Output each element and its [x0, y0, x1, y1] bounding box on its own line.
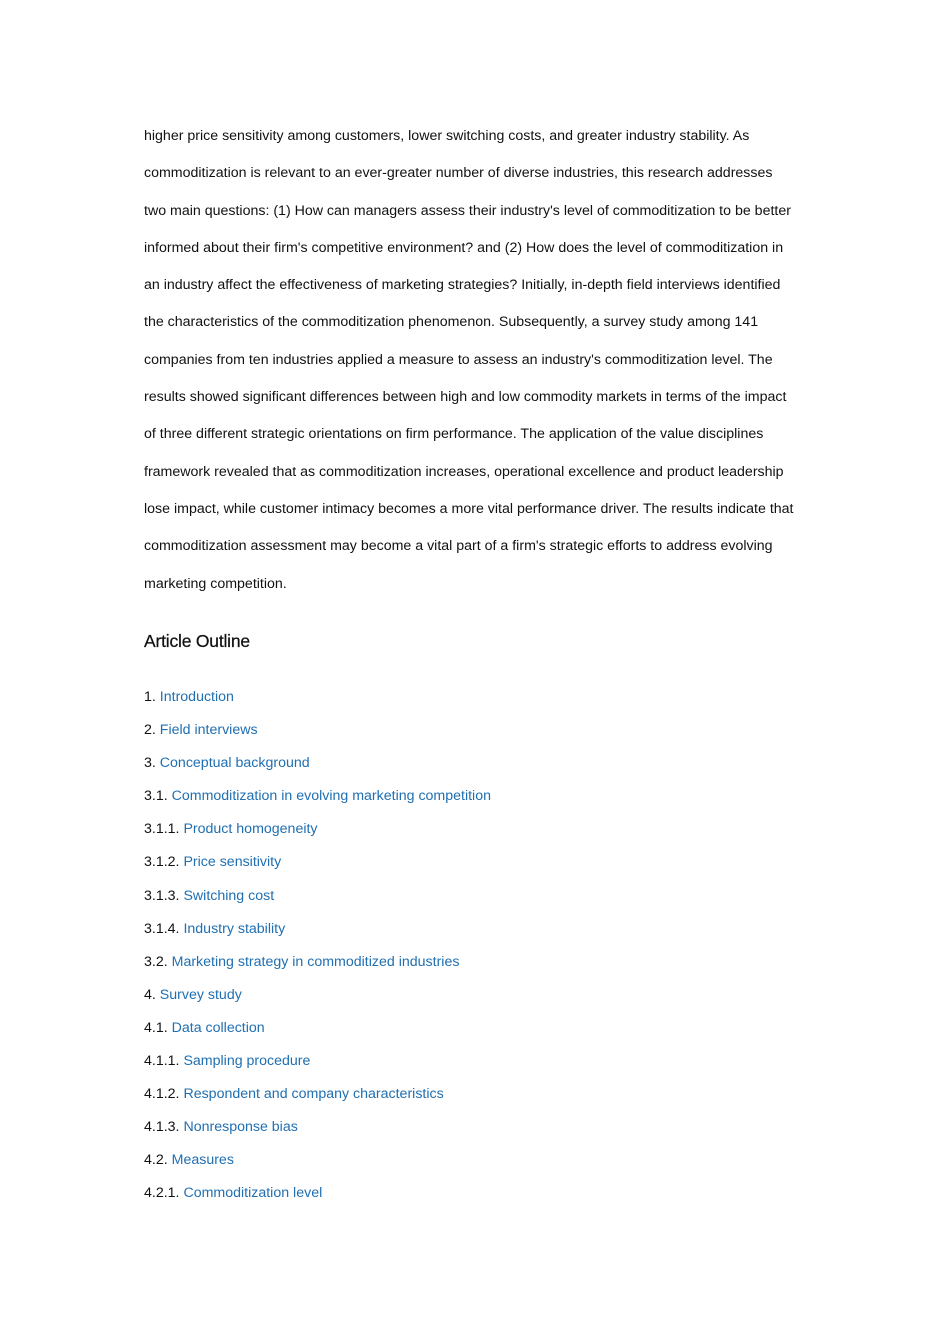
- outline-link-measures[interactable]: Measures: [171, 1152, 234, 1169]
- abstract-line: informed about their firm's competitive environment? and (2) How does the level of commoditization in: [144, 239, 784, 256]
- outline-link-conceptual-background[interactable]: Conceptual background: [159, 755, 310, 772]
- outline-link-data-collection[interactable]: Data collection: [171, 1019, 265, 1036]
- outline-item-number: 3.2.: [144, 953, 168, 970]
- outline-item-number: 4.: [144, 986, 156, 1003]
- outline-item-number: 4.2.: [144, 1152, 168, 1169]
- outline-link-field-interviews[interactable]: Field interviews: [159, 722, 258, 739]
- abstract-text: [144, 118, 814, 603]
- outline-link-marketing-strategy-in-commoditized-industries[interactable]: Marketing strategy in commoditized industries: [171, 953, 460, 970]
- outline-item: [144, 946, 491, 979]
- abstract-line: commoditization is relevant to an ever-greater number of diverse industries, this research addresses: [144, 165, 773, 182]
- outline-item-number: 3.1.3.: [144, 887, 180, 904]
- outline-link-introduction[interactable]: Introduction: [159, 689, 234, 705]
- abstract-line: the characteristics of the commoditization phenomenon. Subsequently, a survey study among 141: [144, 314, 759, 331]
- abstract-line: an industry affect the effectiveness of marketing strategies? Initially, in-depth field interviews identified: [144, 277, 781, 294]
- outline-link-commoditization-level[interactable]: Commoditization level: [183, 1185, 323, 1202]
- outline-link-sampling-procedure[interactable]: Sampling procedure: [183, 1053, 311, 1070]
- outline-item-number: 4.2.1.: [144, 1185, 180, 1202]
- outline-item-number: 4.1.2.: [144, 1086, 180, 1103]
- abstract-line: results showed significant differences between high and low commodity markets in terms of the impact: [144, 389, 787, 406]
- outline-item: [144, 913, 491, 946]
- article-outline-heading: Article Outline: [144, 631, 250, 651]
- outline-item: [144, 1177, 491, 1210]
- outline-item: [144, 780, 491, 813]
- abstract-line: commoditization assessment may become a vital part of a firm's strategic efforts to address evolving: [144, 538, 773, 555]
- outline-link-commoditization-in-evolving-marketing-competition[interactable]: Commoditization in evolving marketing competition: [171, 788, 491, 805]
- outline-item-number: 3.1.: [144, 788, 168, 805]
- outline-item: [144, 1045, 491, 1078]
- abstract-line: companies from ten industries applied a measure to assess an industry's commoditization level. The: [144, 351, 773, 368]
- outline-item: [144, 979, 491, 1012]
- outline-link-survey-study[interactable]: Survey study: [159, 986, 242, 1003]
- outline-link-industry-stability[interactable]: Industry stability: [183, 920, 286, 937]
- outline-item: [144, 747, 491, 780]
- abstract-line: lose impact, while customer intimacy becomes a more vital performance driver. The results indicate that: [144, 500, 794, 517]
- outline-item-number: 2.: [144, 722, 156, 739]
- outline-item: [144, 880, 491, 913]
- outline-item-number: 1.: [144, 689, 156, 705]
- outline-link-switching-cost[interactable]: Switching cost: [183, 887, 275, 904]
- outline-link-product-homogeneity[interactable]: Product homogeneity: [183, 821, 318, 838]
- outline-item-number: 3.: [144, 755, 156, 772]
- outline-item-number: 4.1.3.: [144, 1119, 180, 1136]
- abstract-line: framework revealed that as commoditization increases, operational excellence and product leadership: [144, 463, 784, 480]
- document-page: [144, 118, 814, 1202]
- outline-link-price-sensitivity[interactable]: Price sensitivity: [183, 854, 282, 871]
- outline-item-number: 4.1.1.: [144, 1053, 180, 1070]
- outline-item: [144, 1012, 491, 1045]
- outline-item-number: 3.1.4.: [144, 920, 180, 937]
- outline-item: [144, 1111, 491, 1144]
- outline-item: [144, 714, 491, 747]
- article-outline-list: [144, 681, 491, 1211]
- outline-item-number: 3.1.1.: [144, 821, 180, 838]
- abstract-line: higher price sensitivity among customers, lower switching costs, and greater industry stability. As: [144, 128, 750, 144]
- abstract-line: marketing competition.: [144, 575, 287, 592]
- outline-link-nonresponse-bias[interactable]: Nonresponse bias: [183, 1119, 298, 1136]
- abstract-line: of three different strategic orientations on firm performance. The application of the value disciplines: [144, 426, 764, 443]
- outline-item: [144, 1078, 491, 1111]
- outline-link-respondent-and-company-characteristics[interactable]: Respondent and company characteristics: [183, 1086, 444, 1103]
- outline-item-number: 3.1.2.: [144, 854, 180, 871]
- outline-item-number: 4.1.: [144, 1019, 168, 1036]
- outline-item: [144, 846, 491, 879]
- outline-item: [144, 813, 491, 846]
- outline-item: [144, 1144, 491, 1177]
- abstract-line: two main questions: (1) How can managers assess their industry's level of commoditization to be better: [144, 202, 791, 219]
- outline-item: [144, 681, 491, 714]
